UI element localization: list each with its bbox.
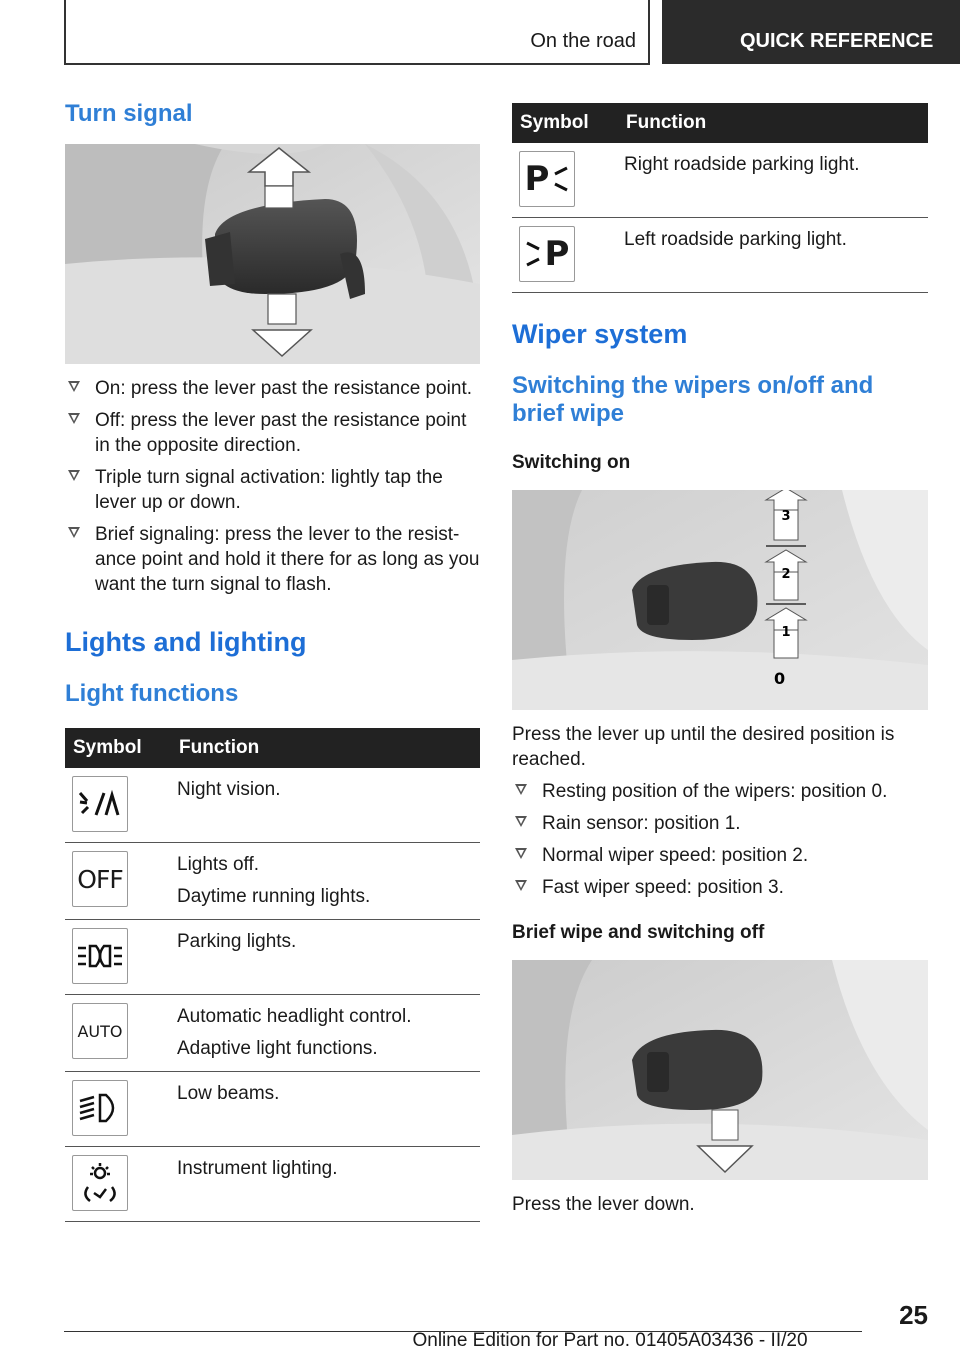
list-item: Fast wiper speed: position 3. <box>512 875 928 900</box>
table-row: AUTO Automatic headlight control. Adaptive light functions. <box>65 995 480 1072</box>
triangle-bullet-icon <box>68 381 80 392</box>
list-item: Resting position of the wipers: position 0. <box>512 779 928 804</box>
light-functions-table <box>65 728 480 1222</box>
triangle-bullet-icon <box>68 527 80 538</box>
page-number: 25 <box>899 1300 928 1330</box>
table-row: OFF Lights off. Daytime running lights. <box>65 843 480 920</box>
wiper-position-3: 3 <box>781 509 791 524</box>
low-beams-icon <box>72 1080 128 1136</box>
left-column <box>65 100 480 1222</box>
list-item: Rain sensor: position 1. <box>512 811 928 836</box>
brief-wipe-heading: Brief wipe and switching off <box>512 922 765 943</box>
wiper-position-list <box>512 779 928 900</box>
table-header-function: Function <box>618 103 928 143</box>
list-item: Brief signaling: press the lever to the resist-ance point and hold it there for as long as you want the turn signal to flash. <box>65 522 480 597</box>
wiper-subheading: Switching the wipers on/off and brief wipe <box>512 372 874 427</box>
table-header-symbol: Symbol <box>512 103 618 143</box>
table-row: Low beams. <box>65 1072 480 1147</box>
left-parking-light-icon: P <box>519 226 575 282</box>
list-item: On: press the lever past the resistance point. <box>65 376 480 401</box>
instrument-lighting-icon <box>72 1155 128 1211</box>
list-item: Normal wiper speed: position 2. <box>512 843 928 868</box>
header-quick-reference-tab[interactable]: QUICK REFERENCE <box>662 0 960 64</box>
triangle-bullet-icon <box>515 880 527 891</box>
auto-headlight-icon: AUTO <box>72 1003 128 1059</box>
triangle-bullet-icon <box>515 816 527 827</box>
table-header-symbol: Symbol <box>65 728 171 768</box>
header-bottom-rule <box>64 63 650 65</box>
wiper-position-1: 1 <box>781 625 791 640</box>
triangle-bullet-icon <box>68 413 80 424</box>
lights-off-icon: OFF <box>72 851 128 907</box>
header-section-label: On the road <box>530 30 636 52</box>
night-vision-icon <box>72 776 128 832</box>
wiper-on-photo <box>512 490 928 710</box>
table-row: P Left roadside parking light. <box>512 218 928 293</box>
right-parking-light-icon: P <box>519 151 575 207</box>
edition-text: Online Edition for Part no. 01405A03436 - II/20 <box>412 1330 808 1351</box>
parking-lights-icon <box>72 928 128 984</box>
table-row: Instrument lighting. <box>65 1147 480 1222</box>
wiper-off-photo <box>512 960 928 1180</box>
wiper-position-0: 0 <box>774 669 786 688</box>
header-left-rule <box>64 0 66 64</box>
turn-signal-list <box>65 376 480 597</box>
triangle-bullet-icon <box>68 470 80 481</box>
turn-signal-photo <box>65 144 480 364</box>
switching-on-heading: Switching on <box>512 452 631 473</box>
turn-signal-heading: Turn signal <box>65 100 193 127</box>
press-up-text: Press the lever up until the desired position is reached. <box>512 724 895 770</box>
light-functions-heading: Light functions <box>65 680 239 707</box>
lights-heading: Lights and lighting <box>65 627 307 657</box>
triangle-bullet-icon <box>515 848 527 859</box>
list-item: Triple turn signal activation: lightly tap the lever up or down. <box>65 465 480 515</box>
parking-light-table <box>512 103 928 293</box>
table-header-function: Function <box>171 728 480 768</box>
wiper-system-heading: Wiper system <box>512 319 688 349</box>
header-divider <box>648 0 650 64</box>
press-down-text: Press the lever down. <box>512 1194 695 1215</box>
right-column <box>512 103 928 1217</box>
list-item: Off: press the lever past the resistance point in the opposite direction. <box>65 408 480 458</box>
table-row: Parking lights. <box>65 920 480 995</box>
wiper-position-2: 2 <box>781 567 791 582</box>
table-row: Night vision. <box>65 768 480 843</box>
table-row: P Right roadside parking light. <box>512 143 928 218</box>
triangle-bullet-icon <box>515 784 527 795</box>
